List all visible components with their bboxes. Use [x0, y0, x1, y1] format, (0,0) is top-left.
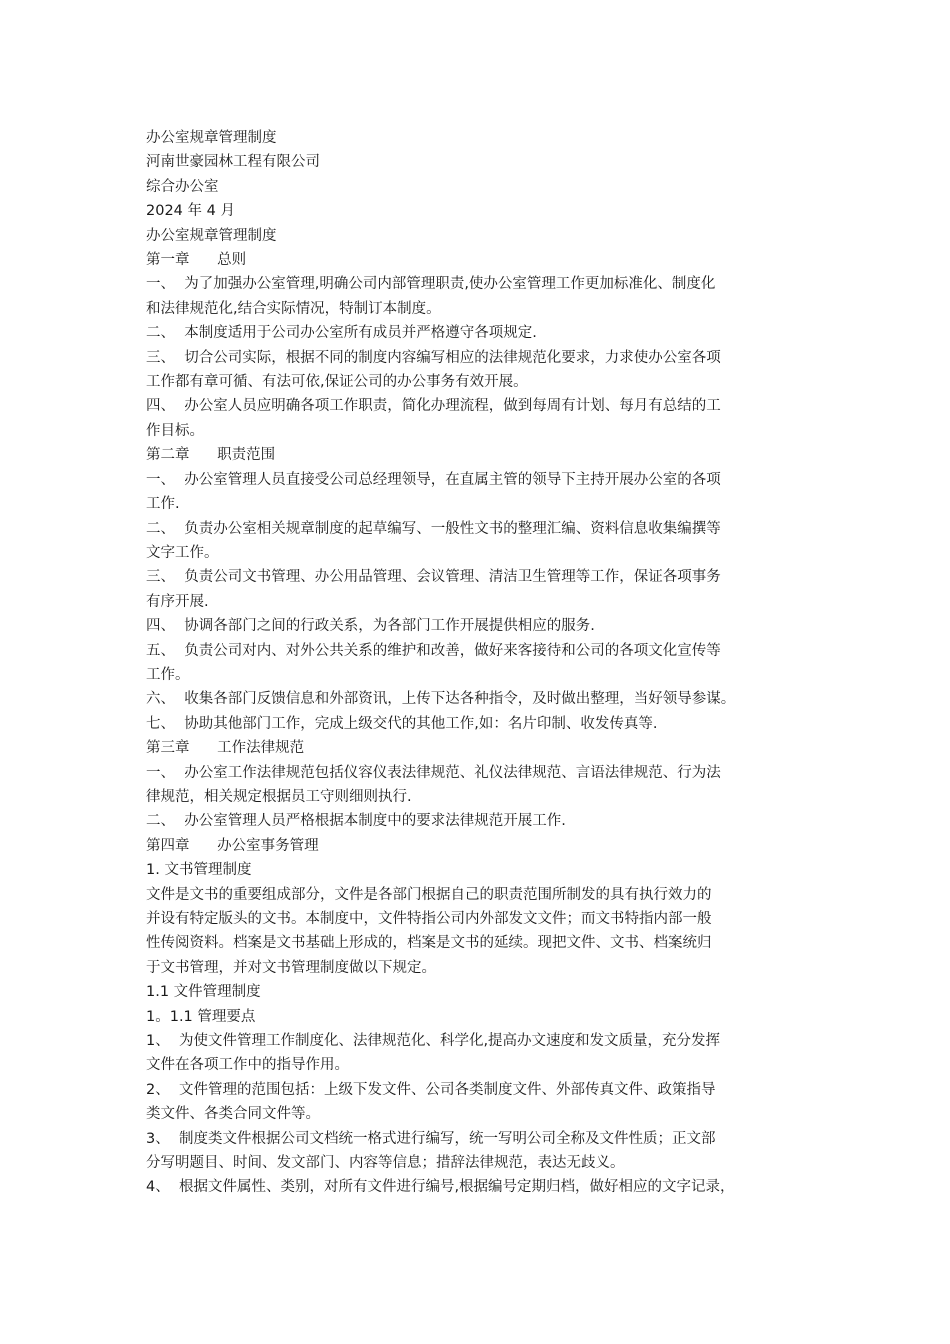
section-1-intro-line-3: 性传阅资料。档案是文书基础上形成的，档案是文书的延续。现把文件、文书、档案统归 [146, 935, 712, 952]
chapter-2-item-5: 五、 负责公司对内、对外公共关系的维护和改善，做好来客接待和公司的各项文化宣传等 [146, 642, 721, 659]
point-1-cont: 文件在各项工作中的指导作用。 [146, 1057, 349, 1074]
document-date: 2024 年 4 月 [146, 203, 235, 220]
point-2: 2、 文件管理的范围包括：上级下发文件、公司各类制度文件、外部传真文件、政策指导 [146, 1081, 716, 1098]
chapter-3-item-1: 一、 办公室工作法律规范包括仪容仪表法律规范、礼仪法律规范、言语法律规范、行为法 [146, 764, 721, 781]
chapter-3-heading: 第三章 工作法律规范 [146, 740, 305, 757]
chapter-1-item-1: 一、 为了加强办公室管理,明确公司内部管理职责,使办公室管理工作更加标准化、制度化 [146, 276, 716, 293]
cover-title: 办公室规章管理制度 [146, 130, 277, 146]
chapter-2-item-6: 六、 收集各部门反馈信息和外部资讯，上传下达各种指令，及时做出整理，当好领导参谋。 [146, 691, 736, 708]
chapter-1-item-4: 四、 办公室人员应明确各项工作职责，简化办理流程，做到每周有计划、每月有总结的工 [146, 398, 721, 415]
section-1-1-heading: 1.1 文件管理制度 [146, 984, 261, 1001]
chapter-2-heading: 第二章 职责范围 [146, 447, 276, 464]
section-1-1-1-heading: 1。1.1 管理要点 [146, 1008, 256, 1025]
document-body [146, 126, 818, 1200]
chapter-1-item-4-cont: 作目标。 [146, 422, 204, 439]
chapter-3-item-2: 二、 办公室管理人员严格根据本制度中的要求法律规范开展工作. [146, 813, 566, 830]
section-1-intro-line-2: 并设有特定版头的文书。本制度中，文件特指公司内外部发文文件；而文书特指内部一般 [146, 911, 712, 927]
chapter-2-item-3-cont: 有序开展. [146, 593, 209, 610]
chapter-3-item-1-cont: 律规范，相关规定根据员工守则细则执行. [146, 788, 412, 805]
point-3: 3、 制度类文件根据公司文档统一格式进行编写，统一写明公司全称及文件性质；正文部 [146, 1130, 716, 1147]
section-1-heading: 1. 文书管理制度 [146, 862, 252, 879]
chapter-2-item-4: 四、 协调各部门之间的行政关系，为各部门工作开展提供相应的服务. [146, 618, 595, 635]
chapter-1-item-2: 二、 本制度适用于公司办公室所有成员并严格遵守各项规定. [146, 325, 537, 342]
point-2-cont: 类文件、各类合同文件等。 [146, 1106, 320, 1123]
department-name: 综合办公室 [146, 178, 219, 195]
section-1-intro-line-4: 于文书管理，并对文书管理制度做以下规定。 [146, 959, 436, 976]
chapter-2-item-3: 三、 负责公司文书管理、办公用品管理、会议管理、清洁卫生管理等工作，保证各项事务 [146, 569, 721, 586]
chapter-1-item-1-cont: 和法律规范化,结合实际情况，特制订本制度。 [146, 300, 441, 317]
chapter-2-item-2: 二、 负责办公室相关规章制度的起草编写、一般性文书的整理汇编、资料信息收集编撰等 [146, 520, 721, 537]
point-4: 4、 根据文件属性、类别，对所有文件进行编号,根据编号定期归档，做好相应的文字记录， [146, 1179, 735, 1196]
chapter-2-item-2-cont: 文字工作。 [146, 544, 219, 561]
chapter-4-heading: 第四章 办公室事务管理 [146, 837, 319, 854]
chapter-2-item-5-cont: 工作。 [146, 666, 190, 683]
chapter-1-heading: 第一章 总则 [146, 252, 247, 269]
point-3-cont: 分写明题目、时间、发文部门、内容等信息；措辞法律规范，表达无歧义。 [146, 1155, 625, 1172]
chapter-2-item-1: 一、 办公室管理人员直接受公司总经理领导，在直属主管的领导下主持开展办公室的各项 [146, 471, 721, 488]
document-title: 办公室规章管理制度 [146, 227, 277, 244]
chapter-2-item-1-cont: 工作. [146, 496, 180, 513]
section-1-intro-line-1: 文件是文书的重要组成部分，文件是各部门根据自己的职责范围所制发的具有执行效力的 [146, 886, 712, 903]
chapter-1-item-3: 三、 切合公司实际，根据不同的制度内容编写相应的法律规范化要求，力求使办公室各项 [146, 349, 721, 366]
chapter-2-item-7: 七、 协助其他部门工作，完成上级交代的其他工作,如：名片印制、收发传真等. [146, 715, 658, 732]
company-name: 河南世豪园林工程有限公司 [146, 154, 320, 171]
chapter-1-item-3-cont: 工作都有章可循、有法可依,保证公司的办公事务有效开展。 [146, 374, 528, 391]
point-1: 1、 为使文件管理工作制度化、法律规范化、科学化,提高办文速度和发文质量，充分发挥 [146, 1033, 721, 1050]
